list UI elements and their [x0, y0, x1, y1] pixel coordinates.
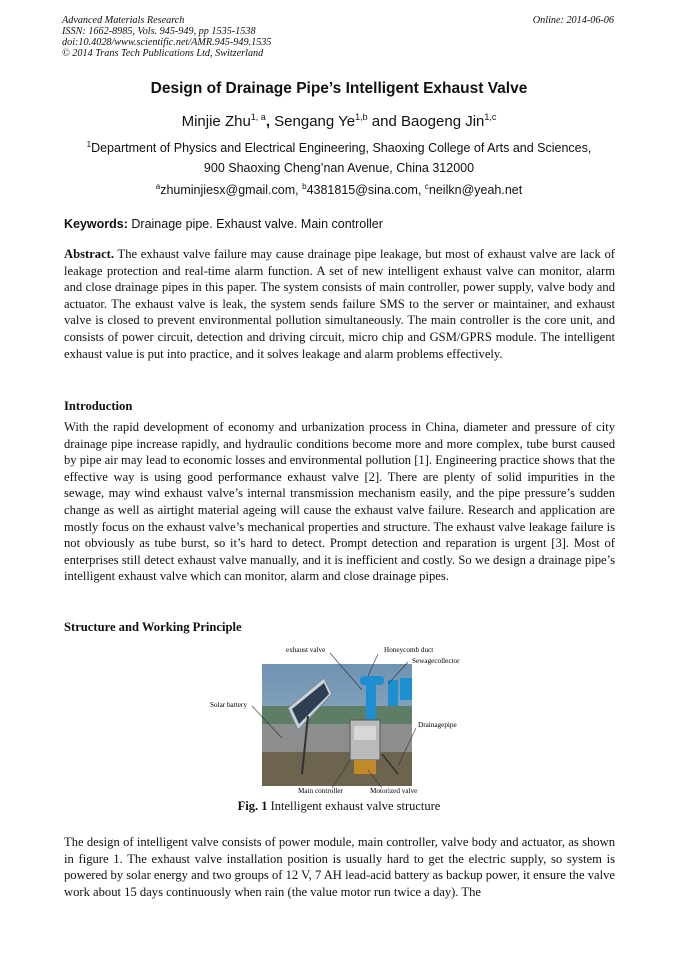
- copyright-line: © 2014 Trans Tech Publications Ltd, Switzerland: [62, 48, 264, 59]
- figure-label-sewage-collector: Sewagecollector: [412, 657, 460, 665]
- email-address[interactable]: zhuminjiesx@gmail.com,: [160, 183, 299, 198]
- leader-line-exhaust-valve: [330, 653, 362, 690]
- introduction-paragraph: With the rapid development of economy and urbanization process in China, diameter and pressure of city drainage pipe increase rapidly, and hydraulic conditions become more and more complex, tube burst caused by pipe air may lead to economic losses and environmental pollution [1]. Engineering practice shows that the effective way is using good performance exhaust valve [2]. There are plenty of solid impurities in the sewage, may wind exhaust valve’s internal transmission mechanism easily, and the pipe pressure’s sudden change as well as airtight material ageing will cause the exhaust valve failure. Research and application are mostly focus on the exhaust valve’s mechanical properties and structure. The exhaust valve leakage failure is not obviously as tube burst, so it’s hard to detect. Prompt detection and reparation is urgent [3]. Most of enterprises still detect exhaust valve manually, and it is inefficient and costly. So we design a drainage pipe’s intelligent exhaust valve which can monitor, alarm and close drainage pipes.: [64, 420, 615, 584]
- section-heading-structure: Structure and Working Principle: [64, 620, 242, 634]
- email-superscript: c: [424, 182, 429, 191]
- abstract-text: The exhaust valve failure may cause drainage pipe leakage, but most of exhaust valve are lack of leakage protection and real-time alarm function. A set of new intelligent exhaust valve can monitor, alarm and close drainage pipes in this paper. The system consists of main controller, power supply, valve body and actuator. The exhaust valve is leak, the system sends failure SMS to the server or maintainer, and exhaust valve is closed to prevent environmental pollution simultaneously. The main controller is the core unit, and consists of power circuit, detection and driving circuit, micro chip and GSM/GPRS module. The intelligent exhaust value is put into practice, and it solves leakage and alarm problems effectively.: [64, 247, 615, 361]
- figure-label-solar-battery: Solar battery: [210, 701, 247, 709]
- author-conjunction: and: [371, 113, 397, 130]
- doi-line: doi:10.4028/www.scientific.net/AMR.945-949.1535: [62, 37, 272, 48]
- leader-line-solar-battery: [252, 706, 282, 738]
- figure-caption: [0, 799, 678, 814]
- figure-label-main-controller: Main controller: [298, 787, 343, 795]
- figure-caption-text: Intelligent exhaust valve structure: [270, 799, 441, 813]
- figure-label-drainage-pipe: Drainagepipe: [418, 721, 457, 729]
- email-address[interactable]: neilkn@yeah.net: [428, 183, 523, 198]
- journal-name: Advanced Materials Research: [62, 15, 185, 26]
- paper-title: Design of Drainage Pipe’s Intelligent Exhaust Valve: [150, 80, 528, 97]
- affiliation-superscript: 1: [86, 140, 92, 149]
- keywords-text: Drainage pipe. Exhaust valve. Main controller: [131, 217, 383, 231]
- section-heading-introduction: Introduction: [64, 399, 133, 413]
- author-name: Baogeng Jin: [400, 113, 485, 130]
- structure-paragraph: The design of intelligent valve consists of power module, main controller, valve body and actuator, as shown in figure 1. The exhaust valve installation position is usually hard to get the electric supply, so system is powered by solar energy and two groups of 12 V, 7 AH lead-acid battery as backup power, it ensure the valve work about 15 days continuously when rain (the value motor run twice a day). The: [64, 835, 615, 899]
- author-separator: ,: [265, 113, 270, 130]
- keywords-label: Keywords:: [64, 217, 128, 231]
- affiliation-text: Department of Physics and Electrical Engineering, Shaoxing College of Arts and Sciences,: [91, 141, 592, 156]
- online-date: Online: 2014-06-06: [532, 15, 614, 26]
- leader-line-main-controller: [332, 760, 350, 788]
- author-superscript: 1, a: [250, 112, 266, 122]
- figure-label-motorized-valve: Motorized valve: [370, 787, 418, 795]
- author-superscript: 1,b: [355, 112, 368, 122]
- figure-caption-label: Fig. 1: [237, 799, 268, 813]
- leader-line-sewage-collector: [388, 662, 408, 684]
- figure-label-exhaust-valve: exhaust valve: [286, 646, 326, 654]
- affiliation-line-2: 900 Shaoxing Cheng’nan Avenue, China 312000: [203, 161, 475, 175]
- figure-label-honeycomb-duct: Honeycomb duct: [384, 646, 434, 654]
- leader-line-drainage-pipe: [398, 728, 416, 766]
- author-superscript: 1,c: [484, 112, 497, 122]
- leader-line-motorized-valve: [368, 770, 382, 788]
- email-superscript: a: [155, 182, 161, 191]
- leader-line-honeycomb-duct: [368, 654, 378, 676]
- author-name: Sengang Ye: [274, 113, 356, 130]
- issn-line: ISSN: 1662-8985, Vols. 945-949, pp 1535-1538: [62, 26, 256, 37]
- author-name: Minjie Zhu: [181, 113, 251, 130]
- abstract-label: Abstract.: [64, 247, 115, 261]
- email-address[interactable]: 4381815@sina.com,: [306, 183, 422, 198]
- email-superscript: b: [302, 182, 307, 191]
